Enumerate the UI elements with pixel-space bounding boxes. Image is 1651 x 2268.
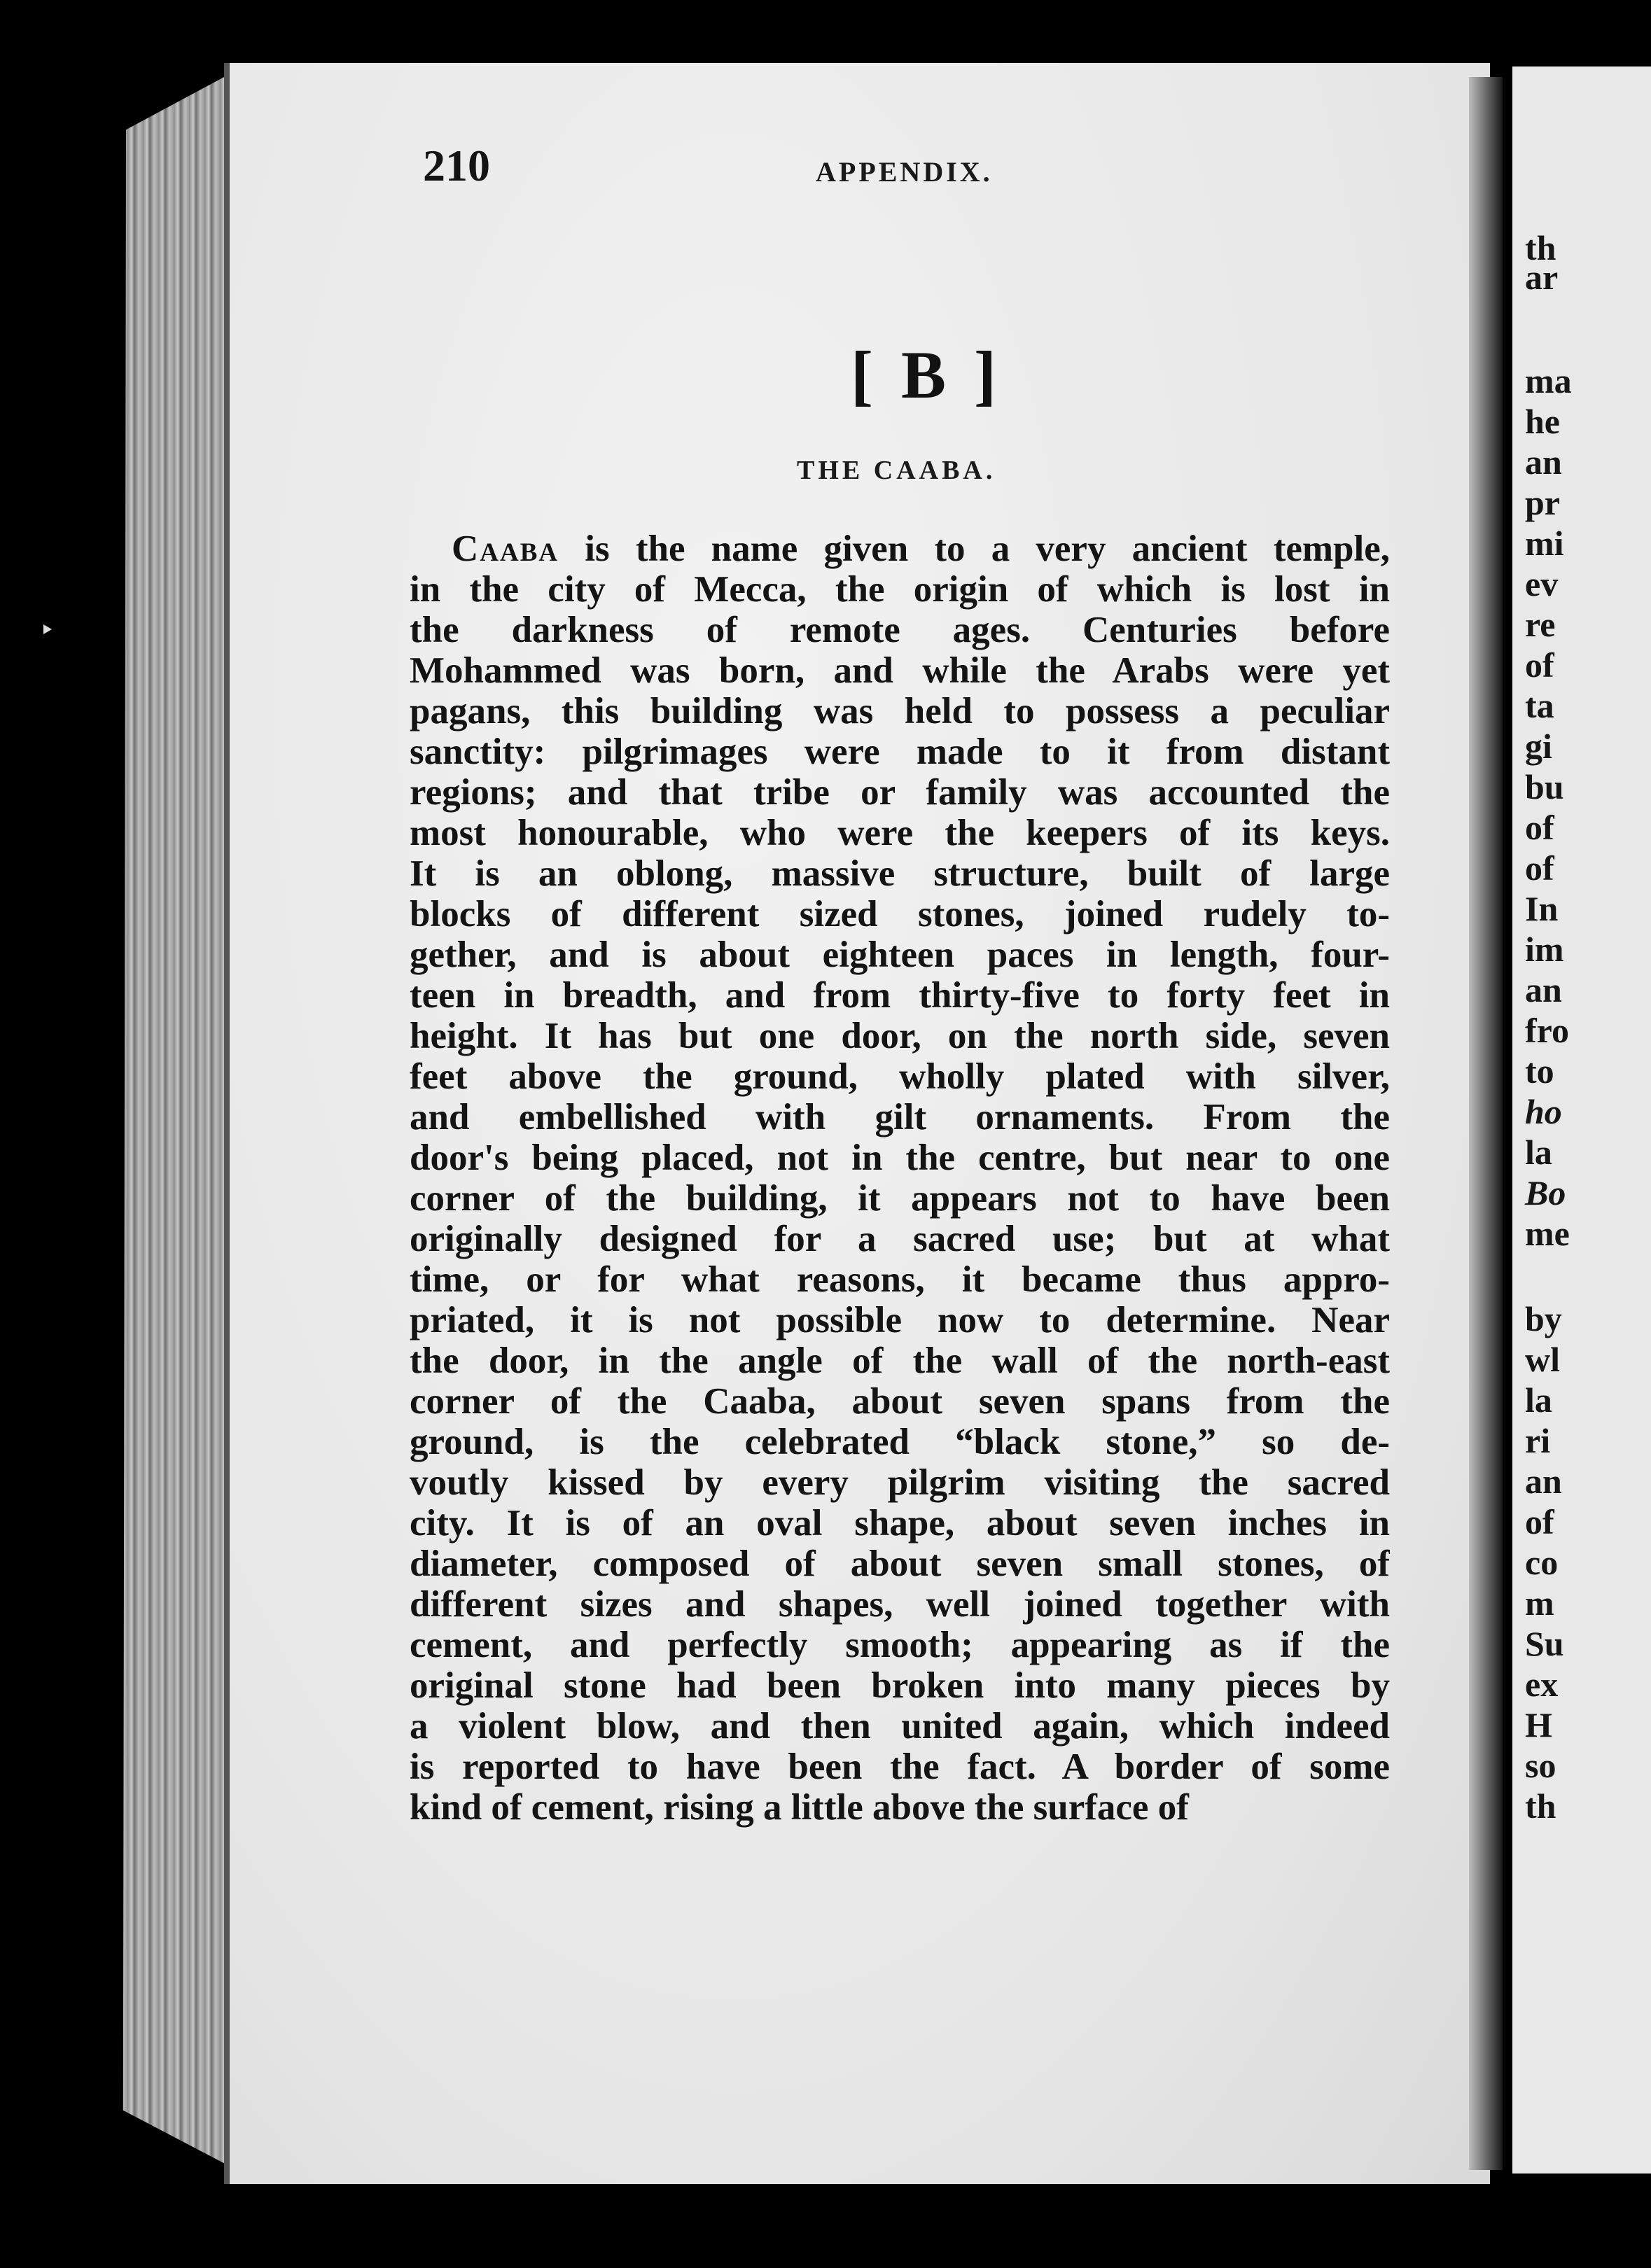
facing-fragment: of: [1525, 1502, 1554, 1541]
facing-fragment: an: [1525, 1462, 1562, 1501]
text-line: It is an oblong, massive structure, built of large: [410, 853, 1390, 894]
text-line: and embellished with gilt ornaments. From the: [410, 1097, 1390, 1138]
text-line: cement, and perfectly smooth; appearing as if the: [410, 1625, 1390, 1665]
text-line: originally designed for a sacred use; but at what: [410, 1219, 1390, 1259]
facing-fragment: he: [1525, 402, 1560, 441]
section-label: [ B ]: [851, 337, 1002, 412]
facing-fragment: mi: [1525, 524, 1564, 563]
gutter-shadow: [1469, 77, 1503, 2170]
page-stack-edges: [97, 66, 244, 2174]
facing-fragment: of: [1525, 645, 1554, 685]
text-line: city. It is of an oval shape, about seven inches in: [410, 1503, 1390, 1544]
text-line: the door, in the angle of the wall of the north-east: [410, 1340, 1390, 1381]
text-line: regions; and that tribe or family was accounted the: [410, 772, 1390, 813]
text-line: blocks of different sized stones, joined rudely to-: [410, 894, 1390, 934]
text-line: teen in breadth, and from thirty-five to forty feet in: [410, 975, 1390, 1016]
text-line: most honourable, who were the keepers of its keys.: [410, 813, 1390, 853]
facing-fragment: la: [1525, 1380, 1552, 1420]
facing-fragment: wl: [1525, 1340, 1560, 1379]
page-number: 210: [423, 141, 490, 190]
facing-fragment: ar: [1525, 258, 1559, 297]
facing-fragment: fro: [1525, 1011, 1569, 1050]
text-line: corner of the Caaba, about seven spans from the: [410, 1381, 1390, 1422]
facing-fragment: of: [1525, 808, 1554, 847]
running-head: APPENDIX.: [816, 156, 993, 188]
text-line: [410, 528, 1390, 569]
text-line: a violent blow, and then united again, which indeed: [410, 1706, 1390, 1746]
text-line: voutly kissed by every pilgrim visiting the sacred: [410, 1462, 1390, 1503]
facing-fragment: re: [1525, 605, 1556, 644]
facing-fragment: me: [1525, 1214, 1570, 1253]
margin-mark: [43, 624, 52, 634]
text-line: feet above the ground, wholly plated with silver,: [410, 1056, 1390, 1097]
facing-fragment: In: [1525, 889, 1559, 928]
facing-fragment: ho: [1525, 1092, 1562, 1131]
body-text: [410, 528, 1390, 1828]
lead-word: Caaba: [452, 528, 559, 569]
facing-fragment: Su: [1525, 1624, 1564, 1663]
text-line: in the city of Mecca, the origin of which is lost in: [410, 569, 1390, 610]
text-line: original stone had been broken into many pieces by: [410, 1665, 1390, 1706]
facing-fragment: co: [1525, 1543, 1559, 1582]
facing-fragment: Bo: [1525, 1173, 1566, 1212]
text-line: ground, is the celebrated “black stone,” so de-: [410, 1422, 1390, 1462]
text-line: gether, and is about eighteen paces in length, four-: [410, 934, 1390, 975]
facing-fragment: th: [1525, 1786, 1556, 1826]
text-line: pagans, this building was held to possess a peculiar: [410, 691, 1390, 732]
facing-fragment: to: [1525, 1051, 1554, 1091]
facing-page: [1512, 66, 1651, 2174]
text-line-content: is the name given to a very ancient temple,: [559, 528, 1390, 569]
facing-fragment: of: [1525, 848, 1554, 888]
text-line: is reported to have been the fact. A border of some: [410, 1746, 1390, 1787]
facing-fragment: gi: [1525, 727, 1552, 766]
facing-fragment: an: [1525, 970, 1562, 1009]
facing-fragment: m: [1525, 1583, 1554, 1623]
text-line: Mohammed was born, and while the Arabs were yet: [410, 650, 1390, 691]
facing-fragment: im: [1525, 930, 1564, 969]
text-line: the darkness of remote ages. Centuries before: [410, 610, 1390, 650]
text-line: kind of cement, rising a little above the surface of: [410, 1787, 1189, 1828]
facing-fragment: ri: [1525, 1421, 1551, 1460]
text-line: time, or for what reasons, it became thus appro-: [410, 1259, 1390, 1300]
text-line: priated, it is not possible now to determine. Near: [410, 1300, 1390, 1340]
text-line: height. It has but one door, on the north side, seven: [410, 1016, 1390, 1056]
facing-fragment: la: [1525, 1133, 1552, 1172]
section-title: THE CAABA.: [797, 456, 996, 485]
facing-fragment: so: [1525, 1746, 1556, 1785]
text-line: corner of the building, it appears not to have been: [410, 1178, 1390, 1219]
facing-fragment: th: [1525, 228, 1556, 267]
facing-fragment: an: [1525, 442, 1562, 482]
text-line: different sizes and shapes, well joined together with: [410, 1584, 1390, 1625]
facing-fragment: bu: [1525, 767, 1564, 806]
facing-fragment: ev: [1525, 564, 1559, 603]
facing-fragment: ex: [1525, 1665, 1559, 1704]
facing-fragment: ta: [1525, 686, 1554, 725]
facing-fragment: by: [1525, 1299, 1562, 1338]
text-line: door's being placed, not in the centre, but near to one: [410, 1138, 1390, 1178]
text-line: sanctity: pilgrimages were made to it from distant: [410, 732, 1390, 772]
text-line: diameter, composed of about seven small stones, of: [410, 1544, 1390, 1584]
facing-fragment: H: [1525, 1705, 1552, 1744]
facing-fragment: pr: [1525, 483, 1560, 522]
facing-fragment: ma: [1525, 361, 1572, 400]
